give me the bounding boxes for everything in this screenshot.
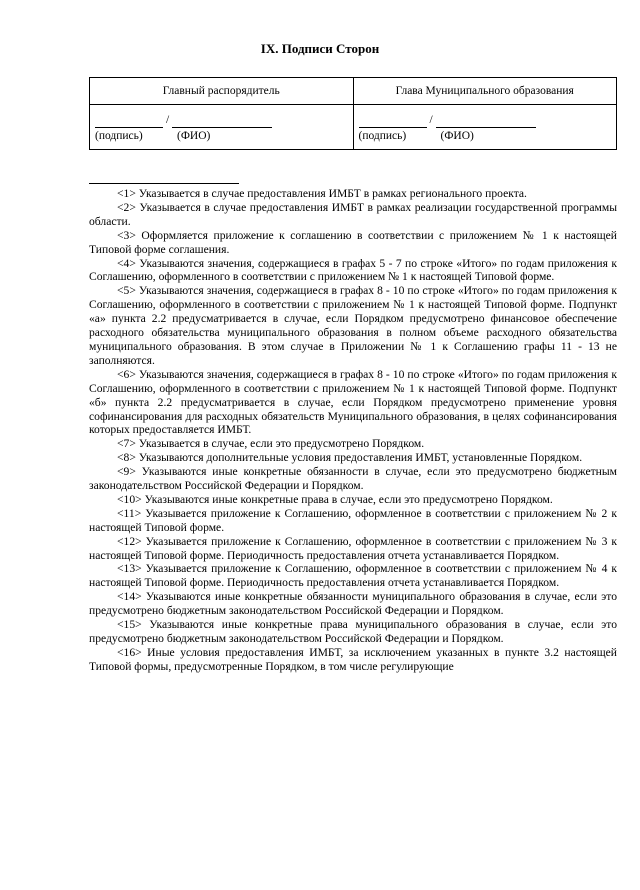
footnote: <15> Указываются иные конкретные права муниципального образования в случае, если это предусмотрено бюджетным законодательством Российской Федерации и Порядком. xyxy=(89,618,617,645)
signature-line xyxy=(95,127,163,128)
signature-header-left: Главный распорядитель xyxy=(90,78,354,105)
footnote: <10> Указываются иные конкретные права в случае, если это предусмотрено Порядком. xyxy=(117,492,553,506)
footnote: <7> Указывается в случае, если это предусмотрено Порядком. xyxy=(117,437,425,451)
footnote: <5> Указываются значения, содержащиеся в графах 8 - 10 по строке «Итого» по годам приложения к Соглашению, оформленного в соответствии с приложением № 1 к настоящей Типовой форме. Подпункт «а» пункта 2.2 предусматривается в случае, если Порядком предусмотрено финансовое обеспечение расходного обязательства муниципального образования в полном объеме расходного обязательства муниципального образования. В этом случае в Приложении № 1 к Соглашению графы 11 - 13 не заполняются. xyxy=(89,284,617,367)
signature-cell-right xyxy=(353,105,617,150)
footnote: <8> Указываются дополнительные условия предоставления ИМБТ, установленные Порядком. xyxy=(117,451,583,465)
footnote: <6> Указываются значения, содержащиеся в графах 8 - 10 по строке «Итого» по годам приложения к Соглашению, оформленного в соответствии с приложением № 1 к настоящей Типовой форме. Подпункт «б» пункта 2.2 предусматривается в случае, если Порядком предусмотрено применение уровня софинансирования для расходных обязательств Муниципального образования, в целях софинансирования которых предоставляется ИМБТ. xyxy=(89,367,617,437)
signature-cell-left xyxy=(90,105,354,150)
footnote: <12> Указывается приложение к Соглашению, оформленное в соответствии с приложением № 3 к настоящей Типовой форме. Периодичность предоставления отчета устанавливается Порядком. xyxy=(89,534,617,562)
signature-slash: / xyxy=(429,114,433,126)
footnotes xyxy=(89,187,617,674)
signature-header-right: Глава Муниципального образования xyxy=(353,78,617,105)
name-caption: (ФИО) xyxy=(440,130,474,142)
signatures-table xyxy=(89,77,617,150)
section-title: IX. Подписи Сторон xyxy=(260,41,380,56)
signature-slash: / xyxy=(166,114,170,126)
footnote: <13> Указывается приложение к Соглашению, оформленное в соответствии с приложением № 4 к настоящей Типовой форме. Периодичность предоставления отчета устанавливается Порядком. xyxy=(89,562,617,590)
signature-caption: (подпись) xyxy=(358,130,407,142)
name-caption: (ФИО) xyxy=(177,130,211,142)
footnote: <3> Оформляется приложение к соглашению в соответствии с приложением № 1 к настоящей Типовой форме соглашения. xyxy=(89,228,617,256)
footnote: <4> Указываются значения, содержащиеся в графах 5 - 7 по строке «Итого» по годам приложения к Соглашению, оформленного в соответствии с приложением № 1 к настоящей Типовой форме. xyxy=(89,256,617,284)
footnote: <1> Указывается в случае предоставления ИМБТ в рамках регионального проекта. xyxy=(117,187,527,200)
signature-caption: (подпись) xyxy=(95,130,143,142)
footnote: <9> Указываются иные конкретные обязанности в случае, если это предусмотрено бюджетным законодательством Российской Федерации и Порядком. xyxy=(89,465,617,493)
footnote: <14> Указываются иные конкретные обязанности муниципального образования в случае, если это предусмотрено бюджетным законодательством Российской Федерации и Порядком. xyxy=(89,590,617,618)
name-line xyxy=(172,127,272,128)
footnote: <16> Иные условия предоставления ИМБТ, за исключением указанных в пункте 3.2 настоящей Типовой формы, предусмотренные Порядком, в том числе регулирующие xyxy=(89,645,617,673)
footnote: <11> Указывается приложение к Соглашению, оформленное в соответствии с приложением № 2 к настоящей Типовой форме. xyxy=(89,506,617,534)
signature-line xyxy=(359,127,427,128)
footnote: <2> Указывается в случае предоставления ИМБТ в рамках реализации государственной программы области. xyxy=(89,200,617,228)
footnote-separator xyxy=(89,183,239,184)
name-line xyxy=(436,127,536,128)
